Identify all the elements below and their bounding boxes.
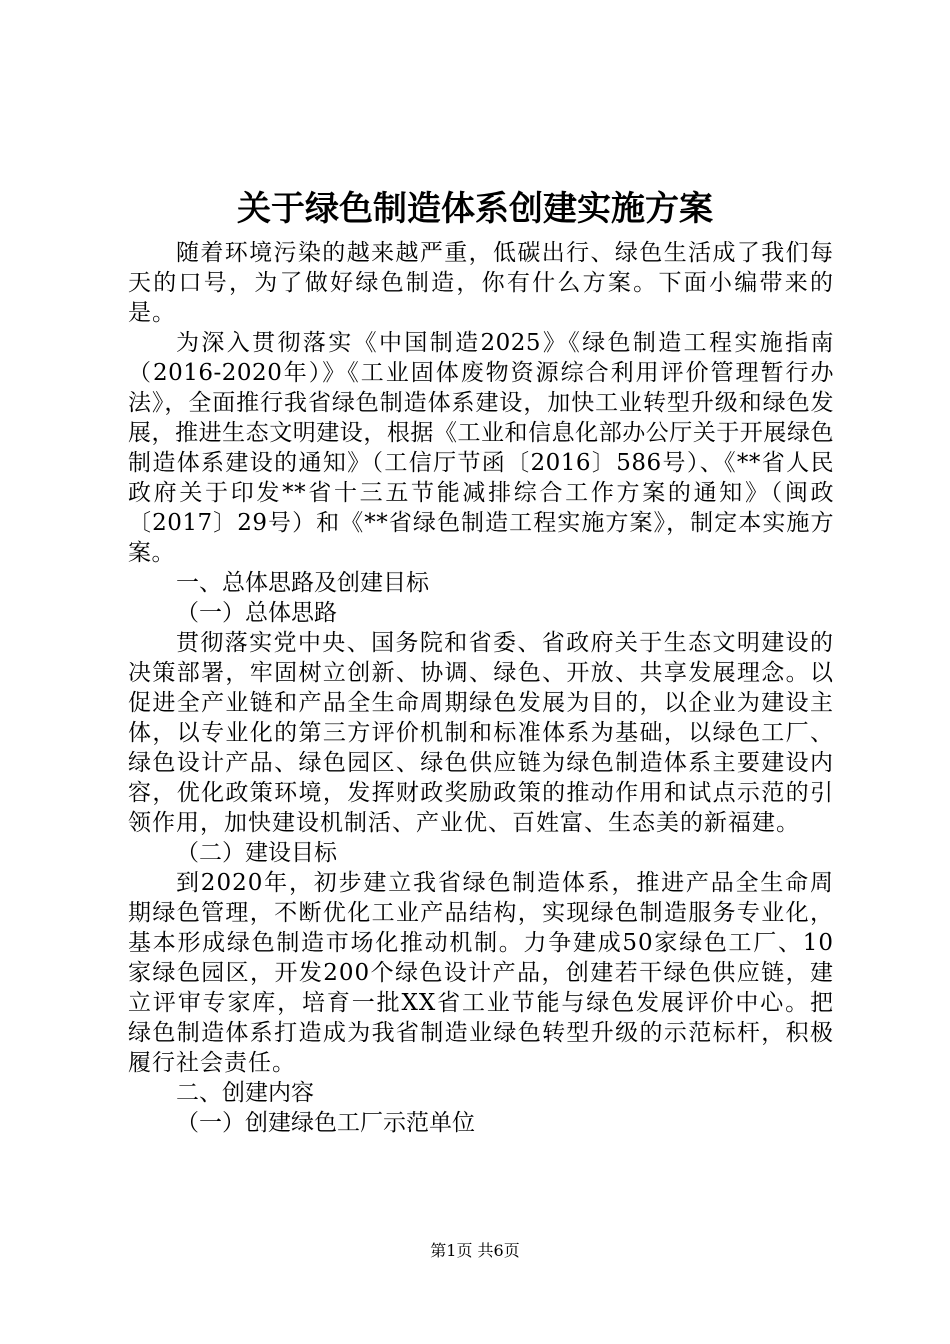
document-body bbox=[128, 238, 834, 1138]
page-footer bbox=[0, 1240, 950, 1262]
section-heading-1: 一、总体思路及创建目标 bbox=[176, 570, 429, 596]
paragraph-overall-approach: 贯彻落实党中央、国务院和省委、省政府关于生态文明建设的决策部署，牢固树立创新、协调、绿色、开放、共享发展理念。以促进全产业链和产品全生命周期绿色发展为目的，以企业为建设主体，以专业化的第三方评价机制和标准体系为基础，以绿色工厂、绿色设计产品、绿色园区、绿色供应链为绿色制造体系主要建设内容，优化政策环境，发挥财政奖励政策的推动作用和试点示范的引领作用，加快建设机制活、产业优、百姓富、生态美的新福建。 bbox=[128, 630, 834, 836]
paragraph-basis: 为深入贯彻落实《中国制造2025》《绿色制造工程实施指南（2016-2020年）》《工业固体废物资源综合利用评价管理暂行办法》，全面推行我省绿色制造体系建设，加快工业转型升级和绿色发展，推进生态文明建设，根据《工业和信息化部办公厅关于开展绿色制造体系建设的通知》（工信厅节函〔2016〕586号）、《**省人民政府关于印发**省十三五节能减排综合工作方案的通知》（闽政〔2017〕29号）和《**省绿色制造工程实施方案》，制定本实施方案。 bbox=[128, 330, 834, 566]
paragraph-intro: 随着环境污染的越来越严重，低碳出行、绿色生活成了我们每天的口号，为了做好绿色制造，你有什么方案。下面小编带来的是。 bbox=[128, 240, 834, 326]
subsection-heading-1-1: （一）总体思路 bbox=[176, 600, 337, 626]
subsection-heading-2-1: （一）创建绿色工厂示范单位 bbox=[176, 1110, 475, 1136]
paragraph-goals: 到2020年，初步建立我省绿色制造体系，推进产品全生命周期绿色管理，不断优化工业产品结构，实现绿色制造服务专业化，基本形成绿色制造市场化推动机制。力争建成50家绿色工厂、10家绿色园区，开发200个绿色设计产品，创建若干绿色供应链，建立评审专家库，培育一批XX省工业节能与绿色发展评价中心。把绿色制造体系打造成为我省制造业绿色转型升级的示范标杆，积极履行社会责任。 bbox=[128, 870, 834, 1076]
section-heading-2: 二、创建内容 bbox=[176, 1080, 314, 1106]
subsection-heading-1-2: （二）建设目标 bbox=[176, 840, 337, 866]
document-title: 关于绿色制造体系创建实施方案 bbox=[237, 189, 713, 229]
page-indicator: 第1页 共6页 bbox=[430, 1241, 520, 1260]
